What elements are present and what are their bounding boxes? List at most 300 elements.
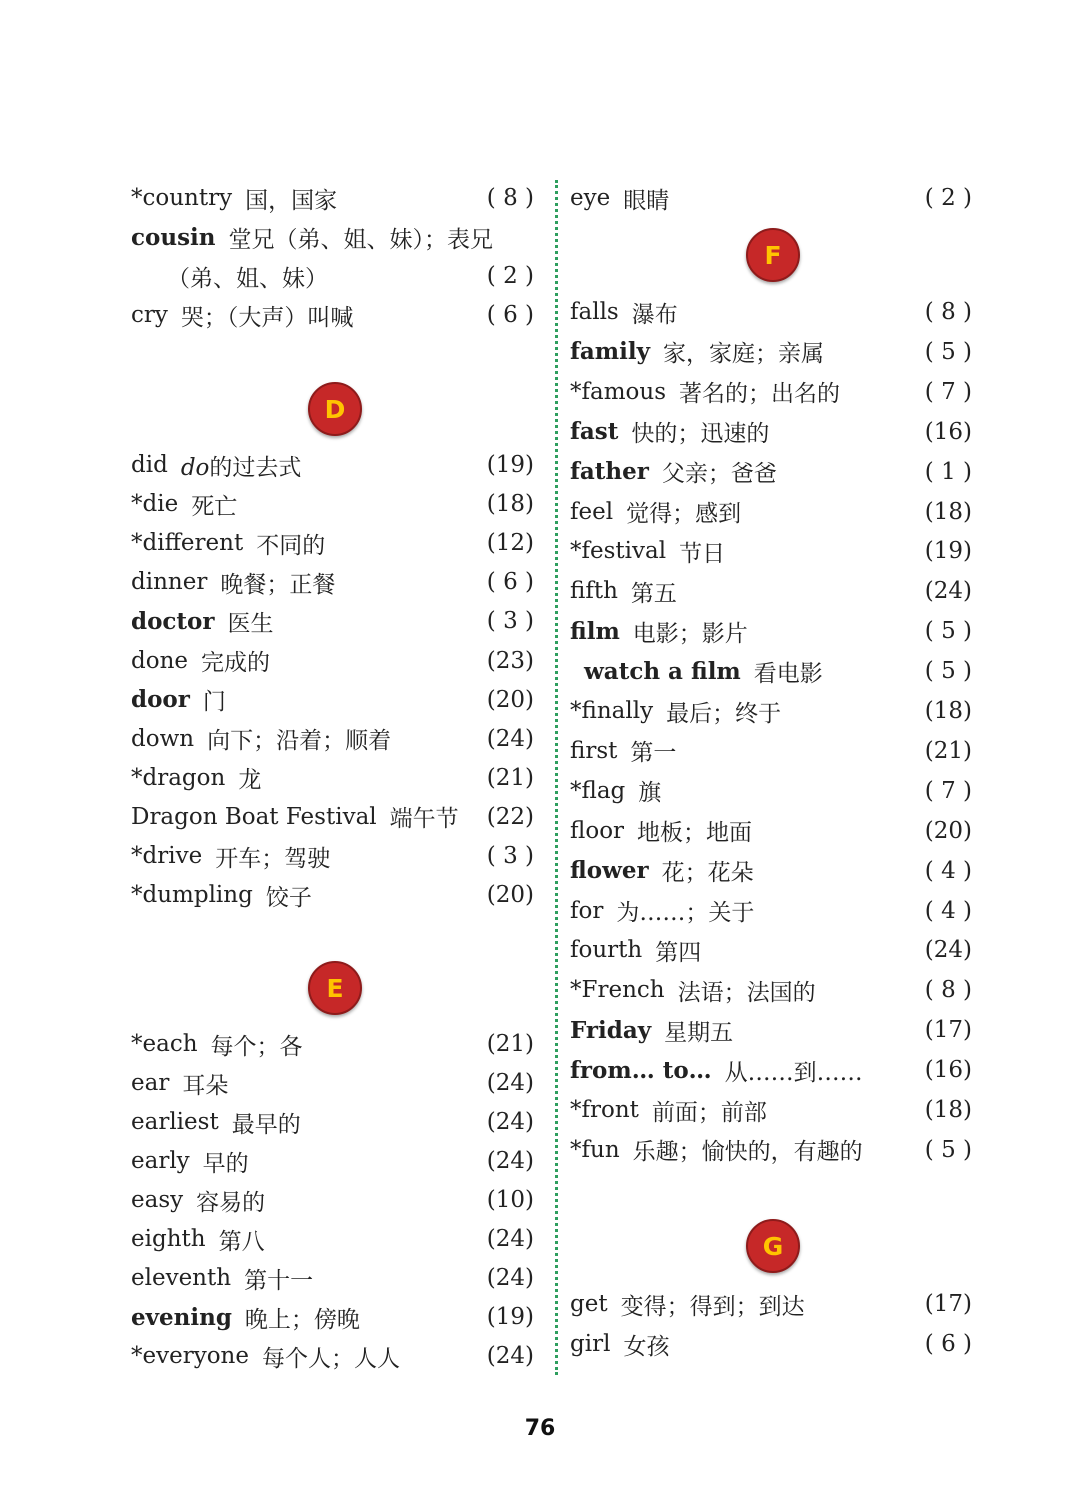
- entry-page-ref: (24): [924, 578, 972, 605]
- entry-definition-text: 从……到……: [724, 1059, 863, 1086]
- entry-text: [570, 575, 677, 608]
- entry-word: get: [570, 1291, 608, 1317]
- entry-text: [131, 1262, 313, 1295]
- entry-page-ref: (19): [924, 538, 972, 565]
- entry-page-ref: ( 8 ): [924, 977, 972, 1004]
- entry-word: *famous: [570, 378, 666, 405]
- entry-word: film: [570, 617, 620, 645]
- entry-page-ref: ( 7 ): [924, 777, 972, 804]
- entry-text: [570, 535, 725, 568]
- entry-text: [570, 495, 741, 528]
- entry-text: [570, 934, 701, 967]
- dictionary-entry: [570, 1326, 972, 1362]
- entry-word: *finally: [570, 698, 654, 724]
- dictionary-entry: [570, 454, 972, 490]
- entry-text: [131, 761, 261, 794]
- section-letter: G: [762, 1231, 784, 1261]
- entry-page-ref: (18): [924, 698, 972, 724]
- entry-word: dinner: [131, 569, 208, 596]
- entry-definition-text: 每个人；人人: [261, 1345, 400, 1372]
- dictionary-entry: [570, 1092, 972, 1128]
- dictionary-entry: [131, 721, 534, 757]
- entry-text: [570, 1014, 733, 1047]
- entry-page-ref: ( 6 ): [486, 569, 534, 596]
- entry-definition-text: 最早的: [231, 1111, 301, 1138]
- entry-definition: [238, 761, 261, 794]
- entry-word: girl: [570, 1331, 611, 1357]
- entry-page-ref: (23): [486, 647, 534, 674]
- dictionary-entry: [570, 773, 972, 809]
- entry-definition: [182, 1067, 228, 1100]
- entry-text: [131, 488, 237, 521]
- dictionary-entry: [570, 733, 972, 769]
- entry-definition: [662, 854, 754, 887]
- entry-word: for: [570, 897, 604, 924]
- entry-page-ref: (21): [486, 764, 534, 791]
- entry-word: eye: [570, 185, 611, 211]
- entry-text: [131, 299, 353, 332]
- entry-text: [570, 894, 754, 927]
- dictionary-entry: [131, 1026, 534, 1062]
- entry-page-ref: ( 5 ): [924, 658, 972, 685]
- entry-definition-text: 国，国家: [245, 187, 338, 214]
- entry-definition: [637, 814, 752, 847]
- entry-definition-text: 门: [202, 689, 226, 716]
- entry-definition-text: 眼睛: [623, 187, 670, 214]
- entry-text: [131, 722, 391, 755]
- entry-page-ref: ( 7 ): [924, 378, 972, 405]
- entry-word: *dragon: [131, 764, 226, 791]
- entry-text: [570, 854, 754, 887]
- entry-word: falls: [570, 299, 619, 325]
- entry-definition-text: 晚上；傍晚: [244, 1306, 360, 1333]
- entry-page-ref: ( 6 ): [486, 302, 534, 328]
- entry-definition: [626, 495, 741, 528]
- entry-page-ref: (17): [924, 1291, 972, 1317]
- entry-text: [131, 221, 493, 254]
- entry-word: cry: [131, 302, 168, 328]
- entry-page-ref: (16): [924, 1057, 972, 1084]
- entry-definition-text: 第五: [630, 580, 677, 607]
- dictionary-entry: [570, 813, 972, 849]
- entry-text: [570, 1133, 863, 1166]
- dictionary-entry: [131, 838, 534, 874]
- entry-page-ref: ( 5 ): [924, 1136, 972, 1163]
- section-letter-badge: [746, 228, 800, 282]
- dictionary-entry: [131, 603, 534, 639]
- entry-definition: [266, 879, 312, 912]
- dictionary-entry: [570, 893, 972, 929]
- entry-definition: [679, 375, 840, 408]
- entry-definition: [181, 299, 354, 332]
- entry-text: [570, 455, 777, 488]
- entry-definition: [632, 296, 678, 329]
- entry-page-ref: (24): [486, 725, 534, 752]
- entry-page-ref: ( 8 ): [486, 185, 534, 211]
- dictionary-entry: [131, 486, 534, 522]
- entry-definition: [664, 1014, 733, 1047]
- entry-page-ref: (20): [924, 817, 972, 844]
- entry-definition-text: 第一: [630, 740, 677, 767]
- entry-definition: [244, 1262, 313, 1295]
- dictionary-entry: [570, 1132, 972, 1168]
- entry-page-ref: ( 2 ): [486, 263, 534, 289]
- entry-definition-text: 最后；终于: [666, 700, 782, 727]
- entry-text: [131, 182, 337, 215]
- entry-definition: [754, 655, 823, 688]
- section-letter: F: [764, 240, 782, 270]
- dictionary-entry: [131, 1065, 534, 1101]
- entry-text: [131, 1067, 228, 1100]
- entry-definition: [207, 722, 391, 755]
- dictionary-entry: [131, 1221, 534, 1257]
- entry-definition: [655, 934, 701, 967]
- entry-definition: [630, 734, 676, 767]
- entry-page-ref: (24): [486, 1265, 534, 1291]
- entry-text: [570, 335, 824, 368]
- entry-definition: [725, 1054, 863, 1087]
- entry-page-ref: (18): [924, 498, 972, 525]
- entry-definition: [211, 1028, 303, 1061]
- entry-text: [131, 449, 301, 482]
- entry-definition-text: 变得；得到；到达: [620, 1293, 805, 1320]
- entry-definition-text: 女孩: [623, 1333, 670, 1360]
- entry-definition-text: 早的: [202, 1150, 249, 1177]
- entry-page-ref: (22): [486, 803, 534, 830]
- entry-definition-text: 端午节: [389, 806, 459, 833]
- dictionary-entry: [570, 414, 972, 450]
- entry-definition-text: 死亡: [191, 493, 238, 520]
- dictionary-entry: [570, 1012, 972, 1048]
- entry-definition: [191, 488, 237, 521]
- entry-word: from… to…: [570, 1056, 712, 1084]
- entry-definition: [678, 974, 816, 1007]
- entry-definition-text: 电影；影片: [632, 620, 748, 647]
- entry-definition: [245, 182, 337, 215]
- entry-text: [131, 1145, 249, 1178]
- entry-word: cousin: [131, 223, 216, 251]
- entry-text: [570, 182, 669, 215]
- entry-text: [131, 683, 226, 716]
- dictionary-entry: [570, 932, 972, 968]
- entry-word: *everyone: [131, 1343, 249, 1369]
- entry-definition: [621, 1288, 805, 1321]
- entry-text: [570, 734, 676, 767]
- dictionary-entry: [570, 533, 972, 569]
- entry-definition-text: 晚餐；正餐: [220, 571, 336, 598]
- entry-page-ref: (16): [924, 418, 972, 445]
- entry-text: [131, 1184, 265, 1217]
- entry-definition: [245, 1301, 360, 1334]
- entry-page-ref: (24): [486, 1148, 534, 1174]
- entry-text: [131, 566, 335, 599]
- entry-definition-text: 父亲；爸爸: [661, 461, 777, 488]
- entry-definition-text: 为……；关于: [616, 900, 755, 926]
- dictionary-entry: [131, 682, 534, 718]
- entry-word: floor: [570, 817, 625, 844]
- entry-definition-text: 容易的: [196, 1189, 266, 1216]
- entry-definition-text: 乐趣；愉快的，有趣的: [632, 1139, 863, 1166]
- entry-definition-text: 花；花朵: [661, 860, 754, 887]
- dictionary-entry: [570, 573, 972, 609]
- entry-page-ref: (24): [486, 1109, 534, 1135]
- entry-text: [131, 527, 325, 560]
- entry-definition-text: 法语；法国的: [677, 979, 816, 1006]
- entry-page-ref: ( 1 ): [924, 458, 972, 485]
- entry-definition: [196, 1184, 265, 1217]
- entry-text: [570, 296, 678, 329]
- entry-word: *drive: [131, 843, 203, 869]
- entry-definition: [623, 1328, 669, 1361]
- entry-text: [131, 1106, 301, 1139]
- entry-definition: [232, 1106, 301, 1139]
- dictionary-entry: [131, 180, 534, 216]
- section-letter-badge: [308, 961, 362, 1015]
- entry-text: [570, 655, 823, 688]
- entry-word: done: [131, 647, 188, 674]
- entry-word: easy: [131, 1187, 184, 1213]
- dictionary-entry: [131, 1260, 534, 1296]
- entry-word: *different: [131, 530, 244, 557]
- entry-text: [131, 1223, 265, 1256]
- dictionary-entry: [570, 693, 972, 729]
- entry-text: [131, 605, 274, 638]
- entry-definition-text: 第十一: [244, 1267, 314, 1294]
- entry-page-ref: (20): [486, 686, 534, 713]
- entry-text: [570, 375, 840, 408]
- entry-page-ref: (24): [924, 937, 972, 964]
- dictionary-entry: [131, 643, 534, 679]
- entry-text: [131, 879, 312, 912]
- section-letter: D: [324, 394, 346, 424]
- entry-word: fourth: [570, 937, 643, 964]
- entry-text: [570, 1054, 863, 1087]
- entry-definition-text: 医生: [227, 610, 274, 637]
- entry-page-ref: (12): [486, 530, 534, 557]
- entry-page-ref: (18): [924, 1097, 972, 1123]
- entry-word: *dumpling: [131, 882, 253, 909]
- entry-definition-text: 饺子: [265, 884, 312, 911]
- entry-definition-text: 哭；（大声）叫喊: [180, 304, 354, 331]
- entry-page-ref: (21): [486, 1031, 534, 1057]
- entry-definition: [228, 221, 493, 254]
- entry-text: [570, 1288, 805, 1321]
- entry-word: did: [131, 452, 168, 478]
- dictionary-entry: [570, 653, 972, 689]
- entry-page-ref: ( 4 ): [924, 897, 972, 924]
- dictionary-entry: [570, 374, 972, 410]
- entry-word: *French: [570, 977, 665, 1004]
- entry-definition: [679, 535, 725, 568]
- entry-text: [570, 974, 816, 1007]
- entry-page-ref: (21): [924, 737, 972, 764]
- entry-definition: [638, 774, 661, 807]
- dictionary-entry: [570, 853, 972, 889]
- entry-page-ref: (19): [486, 1304, 534, 1330]
- dictionary-entry: [570, 334, 972, 370]
- entry-definition-text: 耳朵: [182, 1072, 229, 1099]
- section-letter: E: [326, 973, 344, 1003]
- entry-definition-text: 向下；沿着；顺着: [207, 728, 392, 755]
- dictionary-entry: [131, 1104, 534, 1140]
- entry-page-ref: ( 5 ): [924, 338, 972, 365]
- entry-word: watch a film: [584, 657, 741, 685]
- dictionary-entry: [570, 972, 972, 1008]
- entry-page-ref: (19): [486, 452, 534, 478]
- entry-definition-text: 不同的: [256, 532, 326, 559]
- entry-word: ear: [131, 1070, 170, 1096]
- entry-word: eleventh: [131, 1265, 232, 1291]
- entry-word: first: [570, 737, 618, 764]
- entry-definition-text: 第八: [218, 1228, 265, 1255]
- entry-page-ref: ( 3 ): [486, 843, 534, 869]
- dictionary-entry: [131, 1338, 534, 1374]
- dictionary-entry: [570, 613, 972, 649]
- entry-word: family: [570, 338, 650, 366]
- entry-definition-text: 快的；迅速的: [631, 421, 770, 448]
- entry-page-ref: (24): [486, 1226, 534, 1252]
- entry-word: *front: [570, 1097, 639, 1123]
- entry-definition-text: 堂兄（弟、姐、妹）；表兄: [228, 226, 493, 253]
- entry-word: *die: [131, 491, 179, 518]
- entry-definition: [662, 455, 777, 488]
- entry-definition: （弟、姐、妹）: [167, 265, 328, 292]
- entry-definition-text: 瀑布: [631, 301, 678, 328]
- entry-word: *festival: [570, 538, 667, 565]
- entry-definition: [215, 840, 330, 873]
- entry-word: feel: [570, 498, 614, 525]
- entry-text: [131, 800, 459, 833]
- dictionary-entry: [570, 1286, 972, 1322]
- entry-definition-text: 著名的；出名的: [679, 381, 840, 408]
- entry-definition: [663, 335, 824, 368]
- dictionary-entry: [131, 1299, 534, 1335]
- section-letter-badge: [746, 1219, 800, 1273]
- entry-page-ref: (17): [924, 1017, 972, 1044]
- entry-word: early: [131, 1148, 190, 1174]
- entry-page-ref: ( 8 ): [924, 299, 972, 325]
- entry-definition: [666, 695, 781, 728]
- entry-definition: [181, 449, 302, 482]
- entry-word: down: [131, 725, 195, 752]
- dictionary-entry: [131, 799, 534, 835]
- entry-definition-text: 地板；地面: [637, 820, 753, 847]
- dictionary-entry: [570, 294, 972, 330]
- entry-word: *each: [131, 1031, 198, 1057]
- entry-definition: [390, 800, 459, 833]
- entry-text: [131, 1301, 360, 1334]
- entry-page-ref: ( 2 ): [924, 185, 972, 211]
- entry-word: evening: [131, 1303, 232, 1331]
- entry-definition: [633, 615, 748, 648]
- entry-text: [570, 615, 748, 648]
- entry-definition: [219, 1223, 265, 1256]
- dictionary-entry: [131, 1182, 534, 1218]
- entry-text: [570, 415, 769, 448]
- entry-word: door: [131, 686, 190, 714]
- entry-text: [131, 1340, 400, 1373]
- entry-definition: [633, 1133, 863, 1166]
- entry-word: *fun: [570, 1136, 620, 1163]
- entry-definition-text: 第四: [655, 939, 702, 966]
- entry-definition: [220, 566, 335, 599]
- entry-page-ref: (20): [486, 882, 534, 909]
- entry-page-ref: ( 3 ): [486, 608, 534, 635]
- dictionary-entry: [131, 564, 534, 600]
- dictionary-entry: [131, 877, 534, 913]
- entry-word: eighth: [131, 1226, 206, 1252]
- entry-word: *country: [131, 185, 233, 211]
- dictionary-entry: [131, 447, 534, 483]
- entry-text: [131, 644, 270, 677]
- entry-word: Friday: [570, 1016, 652, 1044]
- entry-continuation: [167, 258, 534, 294]
- entry-page-ref: ( 5 ): [924, 618, 972, 645]
- entry-definition-text: 开车；驾驶: [215, 845, 331, 872]
- entry-word: doctor: [131, 607, 215, 635]
- entry-definition-text: 龙: [238, 767, 262, 794]
- entry-text: [570, 814, 752, 847]
- entry-page-ref: ( 6 ): [924, 1331, 972, 1357]
- section-letter-badge: [308, 382, 362, 436]
- entry-definition-text: 的过去式: [209, 454, 302, 481]
- entry-word: Dragon Boat Festival: [131, 803, 377, 830]
- entry-definition-text: 家，家庭；亲属: [662, 341, 824, 368]
- entry-definition: [652, 1094, 767, 1127]
- entry-definition-text: 完成的: [201, 650, 270, 676]
- entry-definition: [262, 1340, 400, 1373]
- dictionary-entry: [131, 760, 534, 796]
- entry-page-ref: (24): [486, 1070, 534, 1096]
- dictionary-entry: [570, 1052, 972, 1088]
- entry-definition-text: 前面；前部: [651, 1099, 767, 1126]
- entry-text: [570, 1094, 767, 1127]
- dictionary-entry: [131, 1143, 534, 1179]
- dictionary-entry: [131, 297, 534, 333]
- entry-text: [570, 1328, 669, 1361]
- entry-definition: [616, 894, 754, 927]
- entry-definition: [201, 644, 270, 677]
- entry-definition-text: 星期五: [664, 1019, 734, 1046]
- entry-page-ref: (10): [486, 1187, 534, 1213]
- entry-page-ref: (18): [486, 491, 534, 518]
- entry-text: [131, 840, 330, 873]
- entry-text: [570, 695, 781, 728]
- entry-definition: [203, 683, 226, 716]
- column-divider: [555, 180, 558, 1375]
- entry-definition-text: 看电影: [753, 660, 823, 687]
- entry-definition-italic: do: [180, 454, 210, 481]
- entry-text: [570, 774, 661, 807]
- entry-page-ref: ( 4 ): [924, 857, 972, 884]
- entry-text: [131, 1028, 303, 1061]
- entry-word: earliest: [131, 1109, 219, 1135]
- entry-definition: [256, 527, 325, 560]
- entry-word: *flag: [570, 777, 626, 804]
- entry-definition: [203, 1145, 249, 1178]
- entry-definition: [631, 575, 677, 608]
- entry-definition: [631, 415, 769, 448]
- dictionary-entry: [570, 494, 972, 530]
- entry-definition-text: 旗: [638, 780, 662, 807]
- entry-definition-text: 觉得；感到: [626, 501, 742, 527]
- entry-word: flower: [570, 857, 649, 885]
- entry-word: fifth: [570, 578, 618, 605]
- entry-word: fast: [570, 418, 619, 446]
- entry-word: father: [570, 458, 649, 486]
- entry-definition-text: 节日: [679, 540, 726, 567]
- entry-definition: [623, 182, 669, 215]
